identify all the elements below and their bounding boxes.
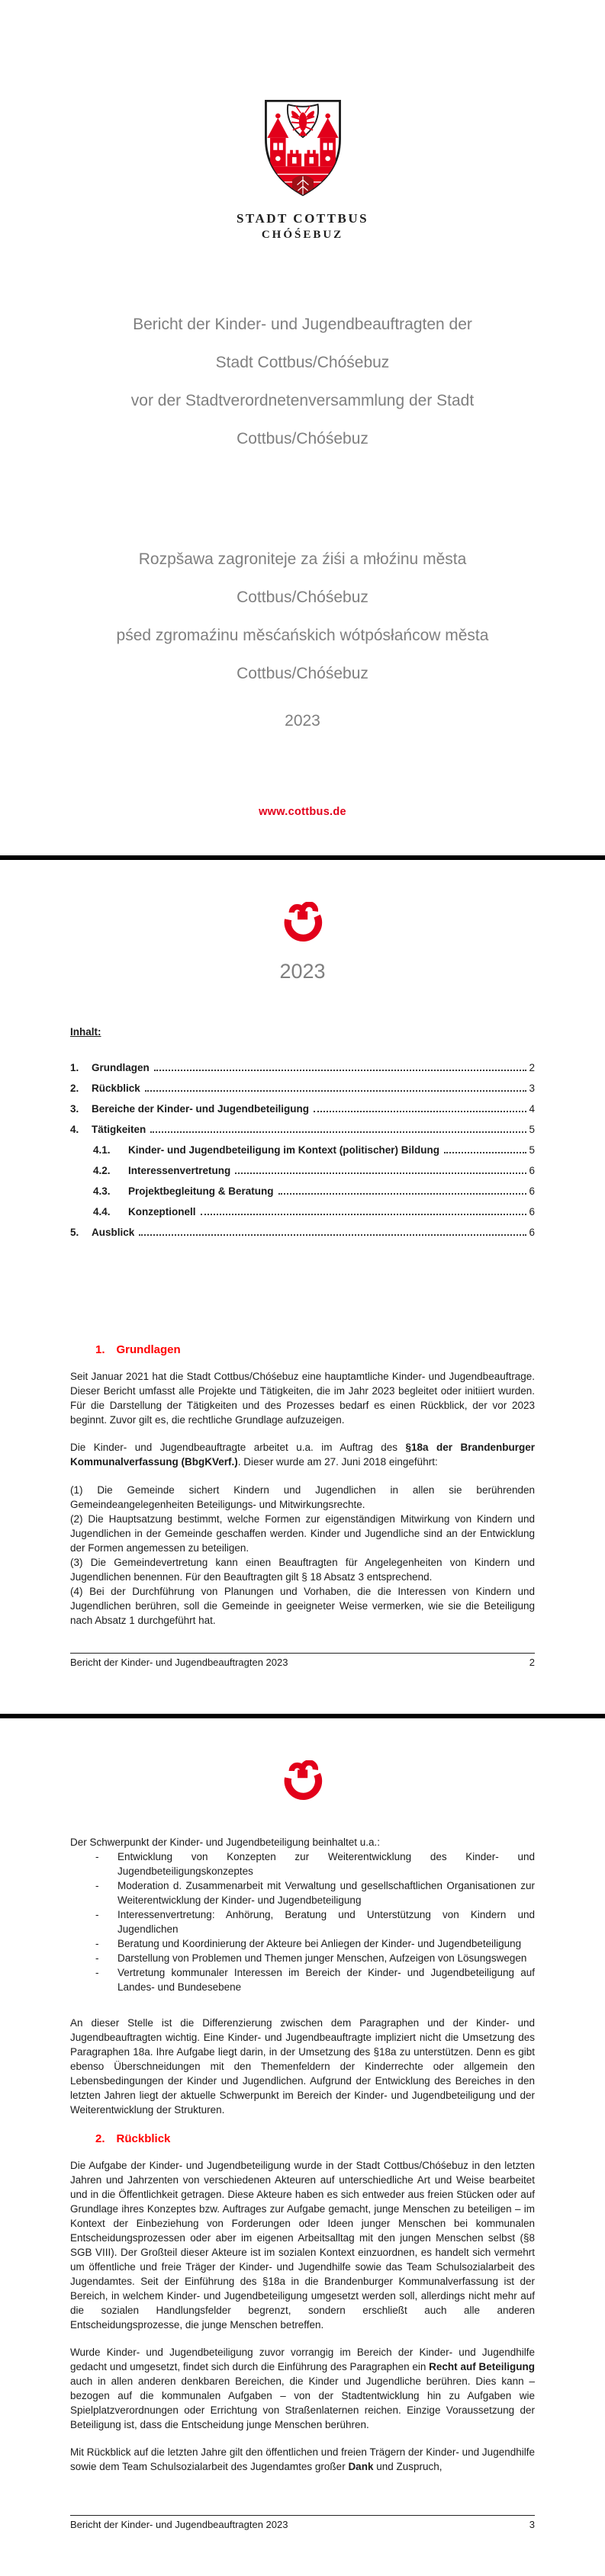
toc-entry-page: 2 xyxy=(529,1062,535,1073)
toc-entry[interactable] xyxy=(70,1227,535,1247)
toc-entry-label: Kinder- und Jugendbeteiligung im Kontext (politischer) Bildung xyxy=(128,1144,439,1156)
list-item-text: Interessenvertretung: Anhörung, Beratung und Unterstützung von Kindern und Jugendlichen xyxy=(117,1909,535,1935)
toc-entry[interactable] xyxy=(70,1124,535,1144)
toc-entry[interactable] xyxy=(70,1062,535,1083)
paragraph: An dieser Stelle ist die Differenzierung zwischen dem Paragraphen und der Kinder- und Jugendbeauftragten wichtig. Eine Kinder- und Jugendbeauftragte impliziert nicht die Umsetzung des Paragraphen 18a. Ihre Aufgabe liegt darin, in der Umsetzung des §18a zu unterstützen. Denn es gibt ebenso Überschneidungen mit den Themenfeldern der Kinderrechte oder allgemein den Lebensbedingungen der Kinder und Jugendlichen. Aufgrund der Entwicklung des Bereiches in den letzten Jahren liegt der aktuelle Schwerpunkt im Bereich der Kinder- und Jugendbeteiligung und der Weiterentwicklung der Strukturen. xyxy=(70,2017,535,2116)
cottbus-coat-of-arms-icon xyxy=(70,98,535,202)
law-paragraph: (3) Die Gemeindevertretung kann einen Beauftragten für Angelegenheiten von Kindern und Jugendlichen benennen. Für den Beauftragten gilt § 18 Absatz 3 entsprechend. xyxy=(70,1557,535,1583)
toc-entry-label: Ausblick xyxy=(92,1227,135,1238)
toc-leader-dots xyxy=(314,1111,526,1112)
toc-entry-page: 6 xyxy=(529,1206,535,1217)
title-line: Rozpšawa zagroniteje za źiśi a młoźinu města xyxy=(138,550,467,568)
toc-leader-dots xyxy=(201,1214,527,1215)
title-line: pśed zgromaźinu měsćańskich wótpósłańcow města xyxy=(116,627,489,644)
report-title xyxy=(70,306,535,458)
toc-entry-label: Tätigkeiten xyxy=(92,1124,146,1135)
toc-entry[interactable] xyxy=(70,1144,535,1165)
org-name-sorbian: CHÓŚEBUZ xyxy=(261,229,344,241)
title-line: Cottbus/Chóśebuz xyxy=(237,665,368,682)
toc-entry-page: 6 xyxy=(529,1185,535,1197)
list-item-text: Beratung und Koordinierung der Akteure bei Anliegen der Kinder- und Jugendbeteiligung xyxy=(117,1938,522,1949)
list-item xyxy=(95,1878,535,1907)
report-year: 2023 xyxy=(285,712,320,730)
paragraph: Seit Januar 2021 hat die Stadt Cottbus/Chóśebuz eine hauptamtliche Kinder- und Jugendbeauftrage. Dieser Bericht umfasst alle Projekte und Tätigkeiten, die im Jahr 2023 begleitet oder initiiert wurden. Für die Darstellung der Tätigkeiten und des Prozesses bedarf es einen Rückblick, der vor 2023 beginnt. Zuvor gilt es, die rechtliche Grundlage aufzuzeigen. xyxy=(70,1371,535,1426)
dash-bullet: - xyxy=(95,1967,99,1978)
cottbus-smile-logo-icon xyxy=(70,902,535,951)
focus-bullet-list xyxy=(70,1849,535,1994)
toc-entry-number: 4.2. xyxy=(93,1165,111,1176)
paragraph: Die Aufgabe der Kinder- und Jugendbeteiligung wurde in der Stadt Cottbus/Chóśebuz in den letzten Jahren und Jahrzenten von verschiedenen Akteuren auf unterschiedliche Art und Weise bearbeitet und in die Öffentlichkeit getragen. Diese Akteure haben es sich entweder aus freien Stücken oder auf Grundlage ihres Konzeptes bzw. Auftrages zur Aufgabe gemacht, junge Menschen zu beteiligen – im Kontext der Einbeziehung von Forderungen oder Ideen junger Menschen bei kommunalen Entscheidungsprozessen oder aber im eigenen Arbeitsalltag mit den jungen Menschen selbst (§8 SGB VIII). Der Großteil dieser Akteure ist im sozialen Kontext einzuordnen, es handelt sich vermehrt um öffentliche und freie Träger der Kinder- und Jugendhilfe sowie das Team Schulsozialarbeit des Jugendamtes. Seit der Einführung des §18a in die Brandenburger Kommunalverfassung ist der Bereich, in welchem Kinder- und Jugendbeteiligung umgesetzt werden soll, allerdings nicht mehr auf die sozialen Handlungsfelder begrenzt, sondern erschließt auch alle anderen Entscheidungsprozesse, die junge Menschen betreffen. xyxy=(70,2160,535,2331)
report-title-sorbian xyxy=(70,541,535,693)
law-quote-block xyxy=(70,1483,535,1628)
toc-entry-number: 1. xyxy=(70,1062,79,1073)
toc-entry-number: 4.4. xyxy=(93,1206,111,1217)
list-item-text: Entwicklung von Konzepten zur Weiterentwicklung des Kinder- und Jugendbeteiligungskonzeptes xyxy=(117,1851,535,1877)
dash-bullet: - xyxy=(95,1851,99,1862)
page-footer xyxy=(70,2515,535,2530)
title-line: Bericht der Kinder- und Jugendbeauftragten der xyxy=(133,316,472,333)
toc-leader-dots xyxy=(139,1234,526,1236)
toc-entry-number: 2. xyxy=(70,1083,79,1094)
dash-bullet: - xyxy=(95,1952,99,1964)
section-number: 2. xyxy=(95,2132,105,2145)
section-number: 1. xyxy=(95,1343,105,1356)
section-heading-grundlagen xyxy=(95,1343,535,1356)
toc-entry-number: 5. xyxy=(70,1227,79,1238)
toc-entry-label: Grundlagen xyxy=(92,1062,150,1073)
list-item xyxy=(95,1907,535,1936)
page-footer xyxy=(70,1653,535,1668)
content-page xyxy=(0,1718,605,2576)
toc-entry[interactable] xyxy=(70,1206,535,1227)
toc-entry-number: 3. xyxy=(70,1103,79,1115)
paragraph: Die Kinder- und Jugendbeauftragte arbeitet u.a. im Auftrag des §18a der Brandenburger Kommunalverfassung (BbgKVerf.). Dieser wurde am 27. Juni 2018 eingeführt: xyxy=(70,1442,535,1468)
toc-entry-page: 5 xyxy=(529,1124,535,1135)
website-link[interactable]: www.cottbus.de xyxy=(259,806,346,818)
toc-entry-page: 5 xyxy=(529,1144,535,1156)
title-line: Cottbus/Chóśebuz xyxy=(237,430,368,448)
section-title: Grundlagen xyxy=(116,1343,181,1356)
section-title: Rückblick xyxy=(116,2132,171,2145)
toc-entry-page: 4 xyxy=(529,1103,535,1115)
cottbus-smile-logo-icon xyxy=(70,1760,535,1809)
list-item xyxy=(95,1849,535,1878)
toc-page-year: 2023 xyxy=(279,960,326,983)
toc-entry-number: 4. xyxy=(70,1124,79,1135)
list-item-text: Vertretung kommunaler Interessen im Bereich der Kinder- und Jugendbeteiligung auf Landes- und Bundesebene xyxy=(117,1967,535,1993)
toc-entry[interactable] xyxy=(70,1103,535,1124)
toc-entry[interactable] xyxy=(70,1165,535,1185)
list-item-text: Moderation d. Zusammenarbeit mit Verwaltung und gesellschaftlichen Organisationen zur Weiterentwicklung der Kinder- und Jugendbeteiligung xyxy=(117,1880,535,1906)
toc-entry-page: 3 xyxy=(529,1083,535,1094)
table-of-contents xyxy=(70,1062,535,1247)
toc-leader-dots xyxy=(235,1173,526,1174)
toc-entry[interactable] xyxy=(70,1185,535,1206)
toc-leader-dots xyxy=(145,1090,527,1092)
law-paragraph: (4) Bei der Durchführung von Planungen und Vorhaben, die die Interessen von Kindern und Jugendlichen berühren, soll die Gemeinde in geeigneter Weise vermerken, wie sie die Beteiligung nach Absatz 1 durchgeführt hat. xyxy=(70,1586,535,1626)
toc-leader-dots xyxy=(278,1193,527,1195)
toc-leader-dots xyxy=(150,1131,526,1133)
dash-bullet: - xyxy=(95,1938,99,1949)
footer-label: Bericht der Kinder- und Jugendbeauftragten 2023 xyxy=(70,2519,288,2530)
toc-page xyxy=(0,860,605,1714)
toc-entry-label: Projektbegleitung & Beratung xyxy=(128,1185,274,1197)
toc-entry-label: Konzeptionell xyxy=(128,1206,196,1217)
toc-leader-dots xyxy=(154,1070,527,1071)
list-item xyxy=(95,1951,535,1965)
toc-entry-number: 4.1. xyxy=(93,1144,111,1156)
toc-entry[interactable] xyxy=(70,1083,535,1103)
dash-bullet: - xyxy=(95,1880,99,1891)
footer-page-number: 2 xyxy=(529,1657,535,1668)
cover-page xyxy=(0,0,605,855)
title-line: Stadt Cottbus/Chóśebuz xyxy=(215,354,390,371)
footer-label: Bericht der Kinder- und Jugendbeauftragten 2023 xyxy=(70,1657,288,1668)
list-item-text: Darstellung von Problemen und Themen junger Menschen, Aufzeigen von Lösungswegen xyxy=(117,1952,527,1964)
toc-leader-dots xyxy=(444,1152,526,1153)
toc-entry-number: 4.3. xyxy=(93,1185,111,1197)
org-name-de: STADT COTTBUS xyxy=(236,211,369,226)
toc-entry-label: Bereiche der Kinder- und Jugendbeteiligung xyxy=(92,1103,310,1115)
paragraph: Mit Rückblick auf die letzten Jahre gilt den öffentlichen und freien Trägern der Kinder- und Jugendhilfe sowie dem Team Schulsozialarbeit des Jugendamtes großer Dank und Zuspruch, xyxy=(70,2446,535,2472)
toc-entry-label: Rückblick xyxy=(92,1083,140,1094)
footer-page-number: 3 xyxy=(529,2519,535,2530)
title-line: vor der Stadtverordnetenversammlung der Stadt xyxy=(130,392,475,409)
intro-line: Der Schwerpunkt der Kinder- und Jugendbeteiligung beinhaltet u.a.: xyxy=(70,1837,381,1848)
law-paragraph: (1) Die Gemeinde sichert Kindern und Jugendlichen in allen sie berührenden Gemeindeangelegenheiten Beteiligungs- und Mitwirkungsrechte. xyxy=(70,1484,535,1510)
paragraph: Wurde Kinder- und Jugendbeteiligung zuvor vorrangig im Bereich der Kinder- und Jugendhilfe gedacht und umgesetzt, findet sich durch die Einführung des Paragraphen ein Recht auf Beteiligung auch in allen anderen denkbaren Bereichen, die Kinder und Jugendliche berühren. Dies kann – bezogen auf die kommunalen Aufgaben – von der Stadtentwicklung hin zu Aufgaben wie Spielplatzverordnungen oder Errichtung von Straßenlaternen reichen. Einzige Voraussetzung der Beteiligung ist, dass die Entscheidung junge Menschen berühren. xyxy=(70,2347,535,2430)
list-item xyxy=(95,1965,535,1994)
section-heading-rueckblick xyxy=(95,2132,535,2145)
law-paragraph: (2) Die Hauptsatzung bestimmt, welche Formen zur eigenständigen Mitwirkung von Kindern und Jugendlichen in der Gemeinde geschaffen werden. Kinder und Jugendliche sind an der Entwicklung der Formen angemessen zu beteiligen. xyxy=(70,1513,535,1554)
toc-heading: Inhalt: xyxy=(70,1026,101,1038)
toc-entry-page: 6 xyxy=(529,1165,535,1176)
toc-entry-page: 6 xyxy=(529,1227,535,1238)
toc-entry-label: Interessenvertretung xyxy=(128,1165,231,1176)
dash-bullet: - xyxy=(95,1909,99,1920)
title-line: Cottbus/Chóśebuz xyxy=(237,589,368,606)
list-item xyxy=(95,1936,535,1951)
